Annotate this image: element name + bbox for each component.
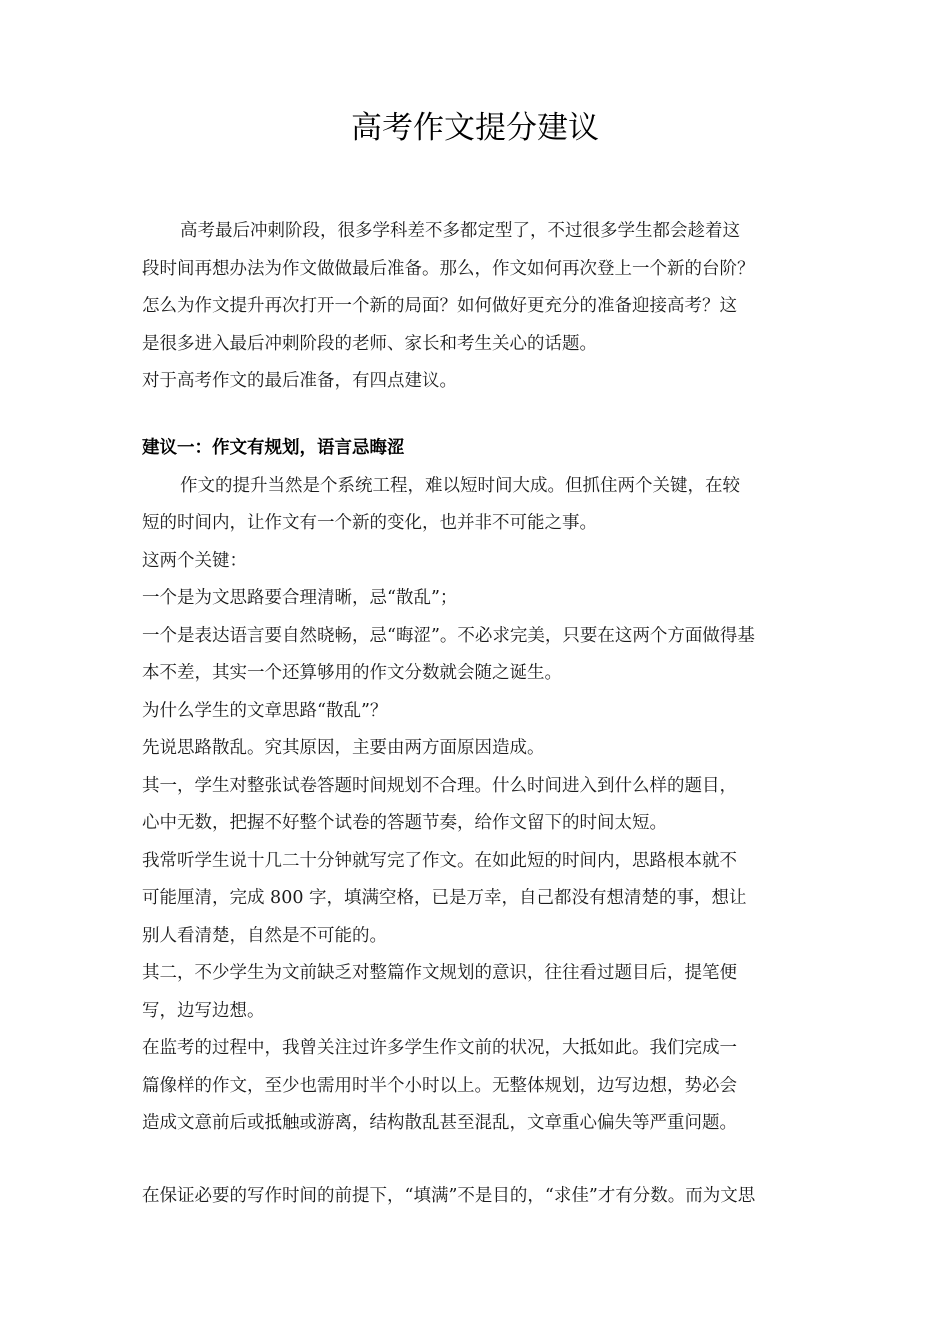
paragraph-line: 为什么学生的文章思路“散乱”？: [142, 700, 388, 721]
section-heading: 建议一：作文有规划，语言忌晦涩: [142, 438, 405, 458]
paragraph-line: 在监考的过程中，我曾关注过许多学生作文前的状况，大抵如此。我们完成一: [142, 1038, 737, 1058]
paragraph-line: 对于高考作文的最后准备，有四点建议。: [142, 371, 457, 391]
paragraph-line: 怎么为作文提升再次打开一个新的局面？如何做好更充分的准备迎接高考？这: [142, 296, 737, 316]
paragraph-line: 心中无数，把握不好整个试卷的答题节奏，给作文留下的时间太短。: [142, 813, 667, 833]
section-one: [142, 430, 822, 1143]
paragraph-line: 短的时间内，让作文有一个新的变化，也并非不可能之事。: [142, 513, 597, 533]
paragraph-line: 段时间再想办法为作文做做最后准备。那么，作文如何再次登上一个新的台阶？: [142, 258, 755, 279]
paragraph-line: 写，边写边想。: [142, 1000, 265, 1021]
paragraph-line: 高考最后冲刺阶段，很多学科差不多都定型了，不过很多学生都会趁着这: [180, 221, 740, 241]
document-title: 高考作文提分建议: [351, 110, 599, 146]
paragraph-line: 造成文意前后或抵触或游离，结构散乱甚至混乱，文章重心偏失等严重问题。: [142, 1113, 737, 1133]
paragraph-line: 其二，不少学生为文前缺乏对整篇作文规划的意识，往往看过题目后，提笔便: [142, 963, 737, 983]
paragraph-line: 一个是表达语言要自然晓畅，忌“晦涩”。不必求完美，只要在这两个方面做得基: [142, 625, 755, 646]
paragraph-line: 别人看清楚，自然是不可能的。: [142, 925, 387, 946]
paragraph-line: 作文的提升当然是个系统工程，难以短时间大成。但抓住两个关键，在较: [180, 475, 740, 496]
paragraph-line: 本不差，其实一个还算够用的作文分数就会随之诞生。: [142, 663, 562, 683]
paragraph-line: 篇像样的作文，至少也需用时半个小时以上。无整体规划，边写边想，势必会: [142, 1075, 737, 1096]
paragraph-line: 其一，学生对整张试卷答题时间规划不合理。什么时间进入到什么样的题目，: [142, 775, 737, 796]
intro-section: [142, 213, 822, 401]
paragraph-line: 这两个关键：: [142, 550, 247, 571]
paragraph-line: 一个是为文思路要合理清晰，忌“散乱”；: [142, 588, 458, 608]
closing-section: [142, 1178, 822, 1216]
paragraph-line: 是很多进入最后冲刺阶段的老师、家长和考生关心的话题。: [142, 333, 597, 354]
paragraph-line: 可能厘清，完成 800 字，填满空格，已是万幸，自己都没有想清楚的事，想让: [142, 888, 747, 908]
paragraph-line: 先说思路散乱。究其原因，主要由两方面原因造成。: [142, 738, 545, 758]
paragraph-line: 我常听学生说十几二十分钟就写完了作文。在如此短的时间内，思路根本就不: [142, 850, 737, 871]
paragraph-line: 在保证必要的写作时间的前提下，“填满”不是目的，“求佳”才有分数。而为文思: [142, 1186, 756, 1206]
